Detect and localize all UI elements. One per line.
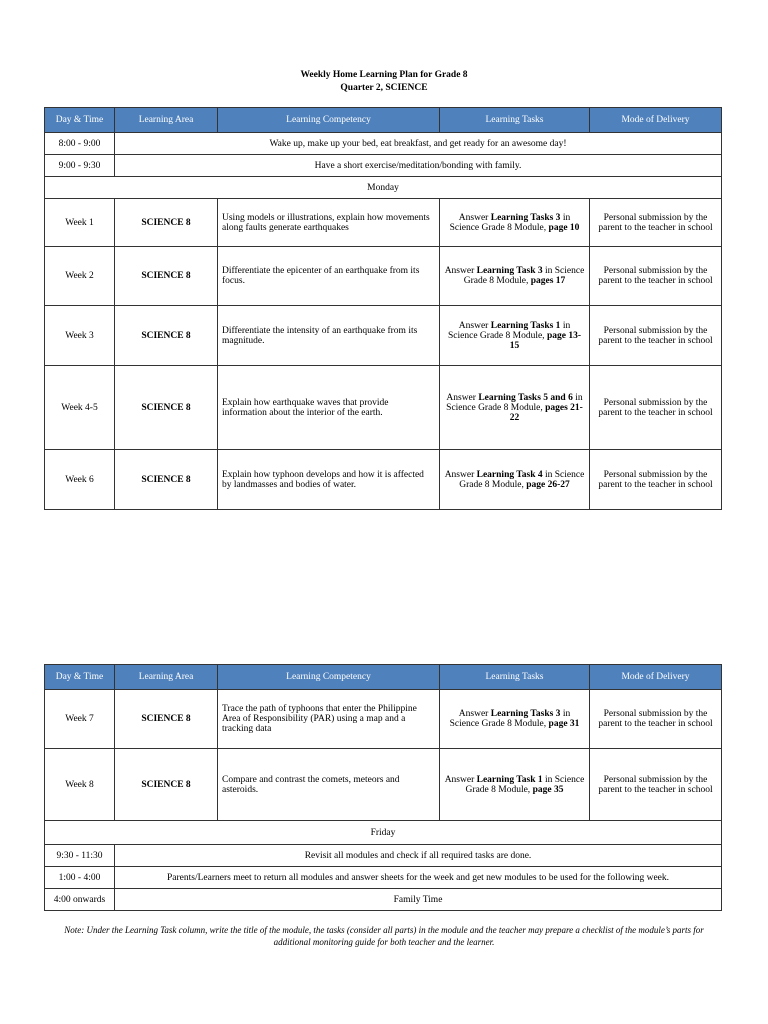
mode-of-delivery-cell: Personal submission by the parent to the teacher in school [590, 366, 722, 450]
week-cell: Week 2 [45, 247, 115, 306]
schedule-activity: Revisit all modules and check if all required tasks are done. [115, 845, 722, 867]
footnote: Note: Under the Learning Task column, write the title of the module, the tasks (consider all parts) in the module and the teacher may prepare a checklist of the module’s parts for additional monitoring guide for both teacher and the learner. [64, 925, 704, 947]
schedule-time: 4:00 onwards [45, 889, 115, 911]
competency-cell: Using models or illustrations, explain how movements along faults generate earthquakes [218, 199, 440, 247]
header-row [45, 108, 722, 133]
mode-of-delivery-cell: Personal submission by the parent to the teacher in school [590, 450, 722, 510]
col-header-learning-area: Learning Area [115, 665, 218, 690]
learning-plan-table-1 [44, 107, 722, 510]
learning-area-cell: SCIENCE 8 [115, 247, 218, 306]
learning-task-cell: Answer Learning Tasks 5 and 6 in Science Grade 8 Module, pages 21-22 [440, 366, 590, 450]
week-cell: Week 3 [45, 306, 115, 366]
table-row [45, 306, 722, 366]
col-header-mode-of-delivery: Mode of Delivery [590, 108, 722, 133]
schedule-activity: Wake up, make up your bed, eat breakfast, and get ready for an awesome day! [115, 133, 722, 155]
schedule-time: 9:00 - 9:30 [45, 155, 115, 177]
learning-area-cell: SCIENCE 8 [115, 306, 218, 366]
schedule-activity: Parents/Learners meet to return all modules and answer sheets for the week and get new modules to be used for the following week. [115, 867, 722, 889]
schedule-row [45, 845, 722, 867]
col-header-learning-tasks: Learning Tasks [440, 108, 590, 133]
schedule-row [45, 133, 722, 155]
learning-plan-table-2 [44, 664, 722, 911]
col-header-learning-area: Learning Area [115, 108, 218, 133]
learning-area-cell: SCIENCE 8 [115, 366, 218, 450]
header-row [45, 665, 722, 690]
mode-of-delivery-cell: Personal submission by the parent to the teacher in school [590, 306, 722, 366]
table-row [45, 247, 722, 306]
col-header-learning-competency: Learning Competency [218, 108, 440, 133]
schedule-activity: Have a short exercise/meditation/bonding with family. [115, 155, 722, 177]
week-cell: Week 7 [45, 690, 115, 749]
day-label: Monday [45, 177, 722, 199]
table-row [45, 690, 722, 749]
learning-area-cell: SCIENCE 8 [115, 690, 218, 749]
learning-task-cell: Answer Learning Tasks 1 in Science Grade 8 Module, page 13-15 [440, 306, 590, 366]
page-title: Weekly Home Learning Plan for Grade 8 [300, 70, 468, 80]
competency-cell: Differentiate the epicenter of an earthquake from its focus. [218, 247, 440, 306]
week-cell: Week 8 [45, 749, 115, 821]
schedule-time: 9:30 - 11:30 [45, 845, 115, 867]
col-header-learning-competency: Learning Competency [218, 665, 440, 690]
competency-cell: Trace the path of typhoons that enter the Philippine Area of Responsibility (PAR) using a map and a tracking data [218, 690, 440, 749]
mode-of-delivery-cell: Personal submission by the parent to the teacher in school [590, 749, 722, 821]
col-header-day-time: Day & Time [45, 108, 115, 133]
learning-area-cell: SCIENCE 8 [115, 749, 218, 821]
mode-of-delivery-cell: Personal submission by the parent to the teacher in school [590, 199, 722, 247]
week-cell: Week 6 [45, 450, 115, 510]
schedule-row [45, 155, 722, 177]
week-cell: Week 4-5 [45, 366, 115, 450]
table-row [45, 450, 722, 510]
competency-cell: Explain how typhoon develops and how it is affected by landmasses and bodies of water. [218, 450, 440, 510]
competency-cell: Compare and contrast the comets, meteors and asteroids. [218, 749, 440, 821]
mode-of-delivery-cell: Personal submission by the parent to the teacher in school [590, 690, 722, 749]
learning-task-cell: Answer Learning Tasks 3 in Science Grade 8 Module, page 31 [440, 690, 590, 749]
table-row [45, 366, 722, 450]
day-row [45, 821, 722, 845]
col-header-mode-of-delivery: Mode of Delivery [590, 665, 722, 690]
learning-area-cell: SCIENCE 8 [115, 450, 218, 510]
learning-area-cell: SCIENCE 8 [115, 199, 218, 247]
learning-task-cell: Answer Learning Task 4 in Science Grade 8 Module, page 26-27 [440, 450, 590, 510]
table-row [45, 749, 722, 821]
learning-task-cell: Answer Learning Task 1 in Science Grade 8 Module, page 35 [440, 749, 590, 821]
schedule-row [45, 889, 722, 911]
schedule-time: 8:00 - 9:00 [45, 133, 115, 155]
day-row [45, 177, 722, 199]
week-cell: Week 1 [45, 199, 115, 247]
table-row [45, 199, 722, 247]
col-header-day-time: Day & Time [45, 665, 115, 690]
competency-cell: Differentiate the intensity of an earthquake from its magnitude. [218, 306, 440, 366]
page-subtitle: Quarter 2, SCIENCE [340, 83, 428, 93]
day-label: Friday [45, 821, 722, 845]
schedule-time: 1:00 - 4:00 [45, 867, 115, 889]
learning-task-cell: Answer Learning Tasks 3 in Science Grade 8 Module, page 10 [440, 199, 590, 247]
competency-cell: Explain how earthquake waves that provide information about the interior of the earth. [218, 366, 440, 450]
schedule-activity: Family Time [115, 889, 722, 911]
col-header-learning-tasks: Learning Tasks [440, 665, 590, 690]
schedule-row [45, 867, 722, 889]
learning-task-cell: Answer Learning Task 3 in Science Grade 8 Module, pages 17 [440, 247, 590, 306]
mode-of-delivery-cell: Personal submission by the parent to the teacher in school [590, 247, 722, 306]
